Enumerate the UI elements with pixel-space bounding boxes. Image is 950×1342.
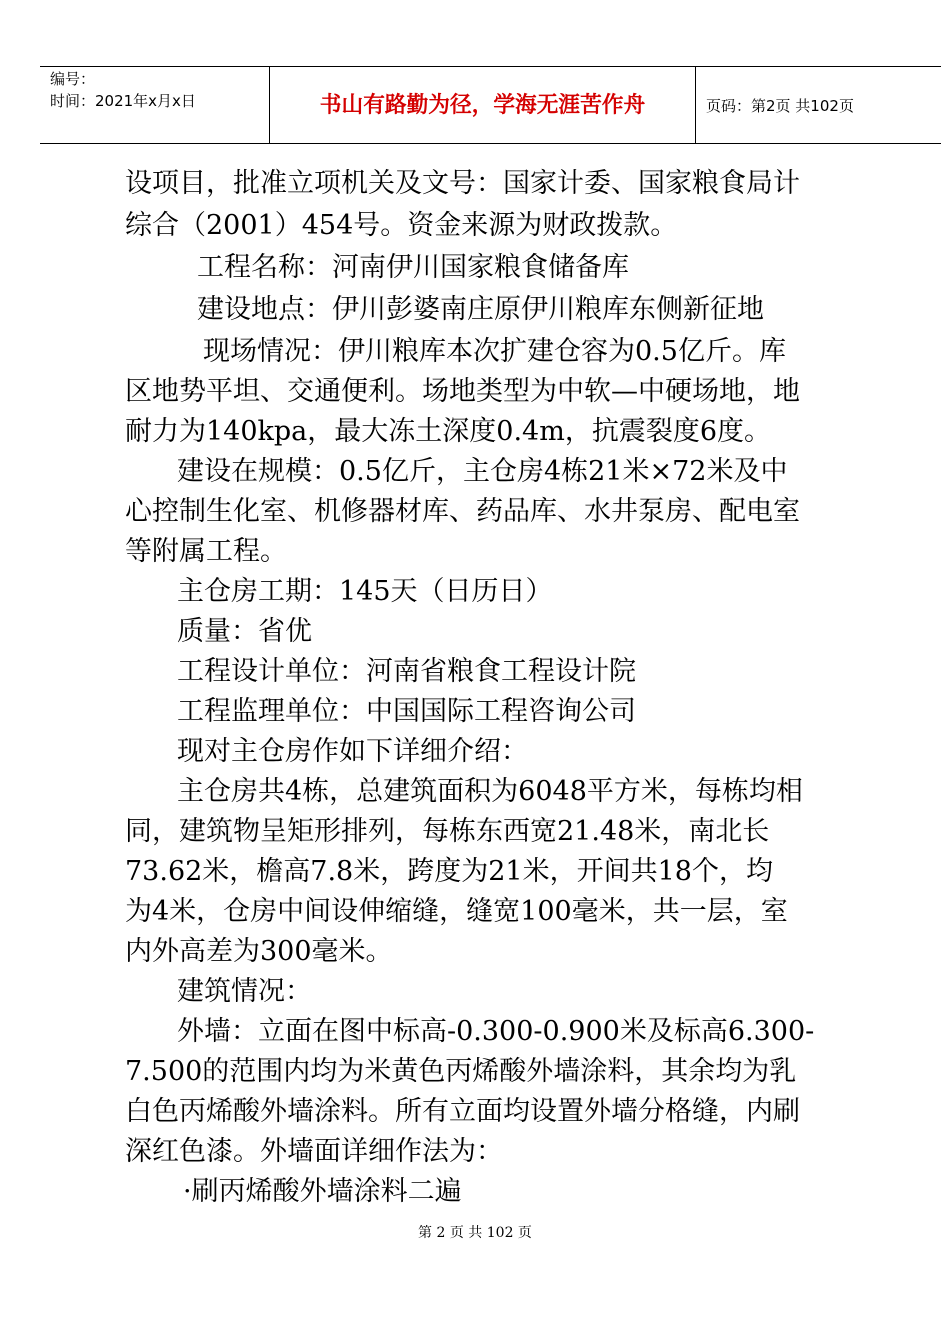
body-line: 综合（2001）454号。资金来源为财政拨款。 [125, 210, 678, 241]
body-line: 内外高差为300毫米。 [125, 936, 393, 967]
body-line: 现场情况：伊川粮库本次扩建仓容为0.5亿斤。库 [203, 336, 786, 367]
body-line: 等附属工程。 [125, 536, 287, 567]
body-line: 建筑情况： [177, 976, 312, 1007]
body-line: 深红色漆。外墙面详细作法为： [125, 1136, 503, 1167]
body-line: 主仓房工期：145天（日历日） [177, 576, 553, 607]
body-line: 为4米，仓房中间设伸缩缝，缝宽100毫米，共一层，室 [125, 896, 788, 927]
body-line: 7.500的范围内均为米黄色丙烯酸外墙涂料，其余均为乳 [125, 1056, 797, 1087]
body-line: 建设在规模：0.5亿斤，主仓房4栋21米×72米及中 [177, 456, 788, 487]
body-line: 主仓房共4栋，总建筑面积为6048平方米，每栋均相 [177, 776, 803, 807]
body-line: 白色丙烯酸外墙涂料。所有立面均设置外墙分格缝，内刷 [125, 1096, 800, 1127]
body-line: 耐力为140kpa，最大冻土深度0.4m，抗震裂度6度。 [125, 416, 771, 447]
body-line: 质量：省优 [177, 616, 312, 647]
body-line: 现对主仓房作如下详细介绍： [177, 736, 528, 767]
body-line: 建设地点：伊川彭婆南庄原伊川粮库东侧新征地 [197, 294, 764, 325]
body-line: 区地势平坦、交通便利。场地类型为中软—中硬场地，地 [125, 376, 800, 407]
body-line: 心控制生化室、机修器材库、药品库、水井泵房、配电室 [125, 496, 800, 527]
document-header [40, 66, 941, 144]
body-line: ·刷丙烯酸外墙涂料二遍 [183, 1176, 462, 1207]
body-line: 工程监理单位：中国国际工程咨询公司 [177, 696, 636, 727]
body-line: 同，建筑物呈矩形排列，每栋东西宽21.48米，南北长 [125, 816, 770, 847]
header-page-cell [696, 67, 941, 143]
body-line: 外墙：立面在图中标高-0.300-0.900米及标高6.300- [177, 1016, 815, 1047]
header-meta-cell [40, 67, 269, 143]
header-motto-cell [269, 67, 696, 143]
body-line: 设项目，批准立项机关及文号：国家计委、国家粮食局计 [125, 168, 800, 199]
document-code-label: 编号： [50, 70, 96, 88]
header-page-info: 页码：第2页 共102页 [706, 97, 854, 115]
header-motto: 书山有路勤为径，学海无涯苦作舟 [319, 93, 646, 118]
page-footer: 第 2 页 共 102 页 [418, 1225, 532, 1241]
document-time: 时间：2021年x月x日 [50, 92, 196, 110]
body-line: 工程设计单位：河南省粮食工程设计院 [177, 656, 636, 687]
body-line: 73.62米，檐高7.8米，跨度为21米，开间共18个，均 [125, 856, 773, 887]
body-line: 工程名称：河南伊川国家粮食储备库 [197, 252, 629, 283]
